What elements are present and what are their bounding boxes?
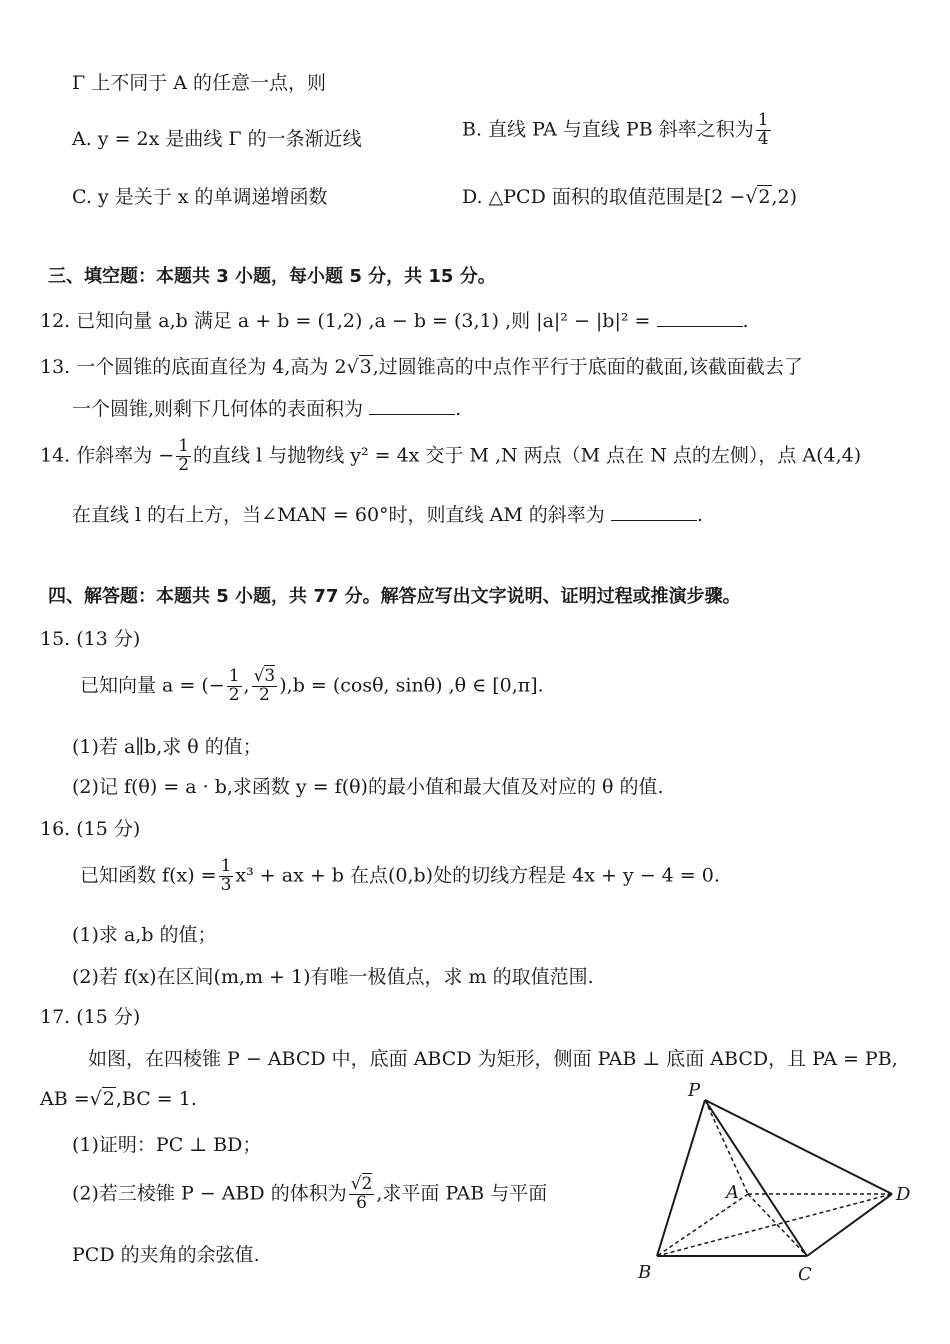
- edge-PD: [705, 1100, 892, 1194]
- pyramid-figure: [630, 1076, 920, 1288]
- q17-part2-line2: PCD 的夹角的余弦值.: [72, 1244, 260, 1266]
- fraction-denominator: 6: [356, 1192, 367, 1213]
- edge-AB-hidden: [657, 1194, 748, 1256]
- sqrt-symbol: √: [745, 186, 758, 208]
- sqrt-radicand: [102, 1088, 116, 1110]
- q17-stem-line2: [40, 1088, 197, 1110]
- fraction-numerator: 1: [228, 666, 240, 686]
- q15-fraction-2: [252, 668, 278, 705]
- q11-option-b-text: B. 直线 PA 与直线 PB 斜率之积为: [462, 118, 754, 141]
- sqrt-symbol: √: [346, 356, 359, 378]
- edge-PC: [705, 1100, 807, 1256]
- q16-part2: (2)若 f(x)在区间(m,m + 1)有唯一极值点，求 m 的取值范围.: [72, 966, 594, 988]
- q15-stem: 已知向量 a = (− $\frac{1}{2}$ , $\frac{√3}{2}$ ),b = (cosθ, sinθ) ,θ ∈ [0,π].: [80, 666, 544, 705]
- q17-stem2-tail: ,BC = 1.: [115, 1088, 197, 1110]
- q17-title: 17. (15 分): [40, 1006, 141, 1028]
- q14-line1: [40, 438, 861, 475]
- fraction-denominator: 3: [220, 874, 232, 895]
- edge-PA-hidden: [705, 1100, 748, 1194]
- vertex-label-C: C: [798, 1264, 812, 1285]
- q13-line1: [40, 352, 803, 379]
- vertex-label-P: P: [688, 1080, 701, 1101]
- vertex-label-D: D: [896, 1184, 911, 1205]
- sqrt-radicand: [757, 186, 771, 208]
- q11-option-c: C. y 是关于 x 的单调递增函数: [72, 186, 328, 208]
- section-4-heading: 四、解答题：本题共 5 小题，共 77 分。解答应写出文字说明、证明过程或推演步骤。: [48, 586, 741, 607]
- q14-line2-text: 在直线 l 的右上方，当∠MAN = 60°时，则直线 AM 的斜率为: [72, 504, 605, 526]
- radicand: 2: [102, 1088, 115, 1110]
- q15-stem-text: 已知向量 a = (−: [80, 674, 225, 697]
- q11-option-b-fraction: [756, 112, 771, 149]
- q11-option-d-text: D. △PCD 面积的取值范围是[2 −: [462, 186, 746, 208]
- q12: 12. 已知向量 a,b 满足 a + b = (1,2) ,a − b = (3,1) ,则 |a|² − |b|² = .: [40, 310, 749, 332]
- q11-option-a: A. y = 2x 是曲线 Γ 的一条渐近线: [72, 128, 362, 150]
- sqrt-radicand: [359, 356, 373, 378]
- q14-text: 14. 作斜率为 −: [40, 444, 175, 467]
- q16-fraction: [219, 858, 234, 895]
- q17-fraction: [349, 1176, 375, 1213]
- q11-continuation: Γ 上不同于 A 的任意一点，则: [72, 72, 327, 94]
- section-3-heading: 三、填空题：本题共 3 小题，每小题 5 分，共 15 分。: [48, 266, 496, 287]
- q13-line2: 一个圆锥,则剩下几何体的表面积为 .: [72, 398, 462, 420]
- q17-part1: (1)证明：PC ⊥ BD；: [72, 1134, 262, 1156]
- fraction-denominator: 4: [757, 128, 769, 149]
- q16-part1: (1)求 a,b 的值；: [72, 924, 217, 946]
- q11-option-d: [462, 182, 797, 209]
- q11-option-d-tail: ,2): [771, 186, 798, 208]
- radicand: 2: [758, 186, 771, 208]
- q13-text-tail: ,过圆锥高的中点作平行于底面的截面,该截面截去了: [372, 356, 803, 378]
- fraction-denominator: 2: [228, 684, 240, 705]
- q15-part2: (2)记 f(θ) = a · b,求函数 y = f(θ)的最小值和最大值及对应的 θ 的值.: [72, 776, 664, 798]
- q17-part2-text: (2)若三棱锥 P − ABD 的体积为: [72, 1182, 347, 1205]
- edge-PB: [657, 1100, 705, 1256]
- edge-AC-hidden: [748, 1194, 807, 1256]
- fraction-numerator: √2: [350, 1174, 373, 1194]
- vertex-label-B: B: [638, 1262, 652, 1283]
- q13-line2-text: 一个圆锥,则剩下几何体的表面积为: [72, 398, 364, 420]
- fraction-numerator: 1: [220, 856, 232, 876]
- edge-CD: [807, 1194, 892, 1256]
- q15-title: 15. (13 分): [40, 628, 141, 650]
- radicand: 2: [361, 1174, 373, 1194]
- answer-blank: [369, 413, 455, 415]
- q15-fraction-1: [227, 668, 242, 705]
- sqrt-symbol: √: [89, 1088, 102, 1110]
- vertex-label-A: A: [726, 1182, 739, 1203]
- fraction-denominator: 2: [178, 454, 190, 475]
- q16-stem: [80, 858, 720, 895]
- q17-stem: 如图，在四棱锥 P − ABCD 中，底面 ABCD 为矩形，侧面 PAB ⊥ 底面 ABCD，且 PA = PB,: [88, 1048, 898, 1070]
- q16-title: 16. (15 分): [40, 818, 141, 840]
- q12-text: 12. 已知向量 a,b 满足 a + b = (1,2) ,a − b = (3,1) ,则 |a|² − |b|² =: [40, 310, 651, 332]
- q11-option-b: [462, 112, 773, 149]
- q15-part1: (1)若 a∥b,求 θ 的值；: [72, 736, 262, 758]
- q17-part2-tail: ,求平面 PAB 与平面: [376, 1182, 548, 1205]
- q17-stem2-text: AB =: [40, 1088, 90, 1110]
- edge-BD-hidden: [657, 1194, 892, 1256]
- q14-fraction: [176, 438, 191, 475]
- radicand: 3: [359, 356, 372, 378]
- q16-stem-text: 已知函数 f(x) =: [80, 864, 217, 887]
- q16-stem-tail: x³ + ax + b 在点(0,b)处的切线方程是 4x + y − 4 = 0.: [235, 864, 720, 887]
- q15-stem-tail: ),b = (cosθ, sinθ) ,θ ∈ [0,π].: [279, 674, 544, 697]
- q14-text-tail: 的直线 l 与抛物线 y² = 4x 交于 M ,N 两点（M 点在 N 点的左侧），点 A(4,4): [193, 444, 862, 467]
- q17-part2: [72, 1176, 547, 1213]
- fraction-denominator: 2: [259, 684, 270, 705]
- radicand: 3: [264, 666, 276, 686]
- answer-blank: [611, 519, 697, 521]
- fraction-numerator: 1: [178, 436, 190, 456]
- answer-blank: [657, 325, 743, 327]
- q14-line2: 在直线 l 的右上方，当∠MAN = 60°时，则直线 AM 的斜率为 .: [72, 504, 703, 526]
- fraction-numerator: 1: [757, 110, 769, 130]
- q13-text: 13. 一个圆锥的底面直径为 4,高为 2: [40, 356, 347, 378]
- fraction-numerator: √3: [253, 666, 276, 686]
